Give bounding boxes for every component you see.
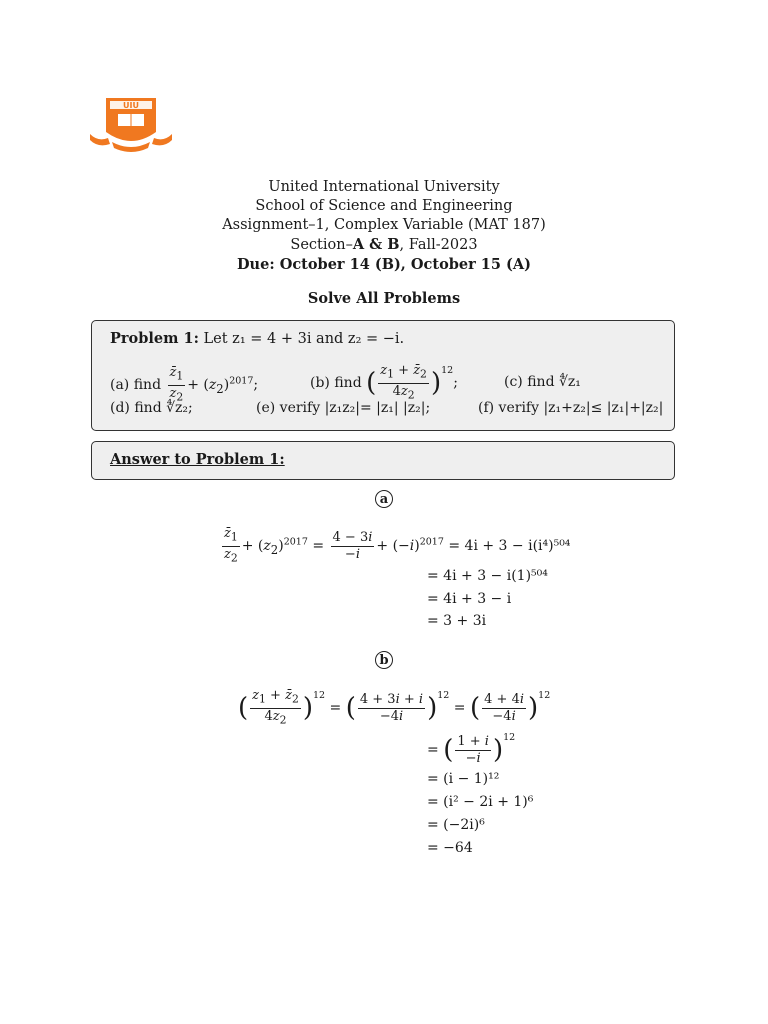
section-a-marker: a [375, 490, 393, 508]
uiu-logo [88, 92, 174, 156]
part-e: (e) verify |z₁z₂|= |z₁| |z₂|; [256, 400, 431, 416]
equation-b-line-3: = (i − 1)¹² [427, 771, 500, 787]
part-b-prefix: (b) find [310, 375, 362, 392]
part-c: (c) find ∜z₁ [504, 374, 581, 390]
problem-1-statement [110, 330, 404, 347]
problem-1-box [91, 320, 675, 431]
equation-a-line-2: = 4i + 3 − i(1)⁵⁰⁴ [427, 568, 548, 584]
fraction: $\frac{z̄_1}{z_2}$ [169, 365, 184, 404]
answer-box [91, 441, 675, 480]
problem-1-text: Let z₁ = 4 + 3i and z₂ = −i. [203, 331, 405, 347]
svg-text:UIU: UIU [123, 101, 139, 110]
equation-b-line-4: = (i² − 2i + 1)⁶ [427, 794, 534, 810]
equation-a-line-1: $\frac{z̄_1}{z_2}$ + $(z_2)^{2017}$ = $\frac{4 - 3i}{-i}$ + $(-i)^{2017} = 4i + 3 - i(i^4)^{504}$ [224, 526, 571, 565]
section-line [0, 235, 768, 255]
equation-a-line-4: = 3 + 3i [427, 613, 487, 629]
document-header [0, 178, 768, 274]
assignment-title: Assignment–1, Complex Variable (MAT 187) [222, 217, 546, 233]
equation-b-line-1: ( $\frac{z_1 + z̄_2}{4z_2}$ )$^{12}$ = ( $\frac{4 + 3i + i}{-4i}$ )$^{12}$ = ( $\frac{4 + 4i}{-4i}$ )$^{12}$ [238, 688, 551, 727]
university-name: United International University [268, 179, 500, 195]
fraction: $\frac{z̄_1}{z_2}$ [224, 526, 238, 565]
due-date: Due: October 14 (B), October 15 (A) [236, 256, 531, 273]
part-d: (d) find ∜z₂; [110, 400, 193, 416]
section-term: , Fall-2023 [399, 237, 478, 253]
part-f: (f) verify |z₁+z₂|≤ |z₁|+|z₂| [478, 400, 664, 416]
part-b: (b) find ( $\frac{z_1 + z̄_2}{4z_2}$ )$^{12}$; [310, 363, 458, 402]
equation-a-rhs-1: = 4i + 3 − i(i⁴)⁵⁰⁴ [448, 538, 571, 555]
equation-b-line-2: = ( $\frac{1 + i}{-i}$ )$^{12}$ [427, 732, 516, 766]
section-prefix: Section– [290, 237, 353, 253]
fraction: $\frac{z_1 + z̄_2}{4z_2}$ [252, 688, 299, 727]
part-a: (a) find $\frac{z̄_1}{z_2}$ + $(z_2)^{2017}$; [110, 365, 259, 404]
equation-a-line-3: = 4i + 3 − i [427, 591, 512, 607]
fraction: $\frac{z_1 + z̄_2}{4z_2}$ [380, 363, 427, 402]
fraction: $\frac{4 - 3i}{-i}$ [332, 529, 373, 562]
section-b-marker: b [375, 651, 393, 669]
equation-b-line-5: = (−2i)⁶ [427, 817, 485, 833]
section-value: A & B [352, 236, 400, 253]
part-a-prefix: (a) find [110, 377, 162, 394]
fraction: $\frac{4 + 3i + i}{-4i}$ [359, 691, 424, 724]
answer-title: Answer to Problem 1: [110, 451, 285, 468]
problem-1-label: Problem 1: [110, 330, 199, 347]
fraction: $\frac{4 + 4i}{-4i}$ [484, 691, 525, 724]
fraction: $\frac{1 + i}{-i}$ [457, 733, 489, 766]
equation-b-line-6: = −64 [427, 840, 473, 856]
solve-all-heading: Solve All Problems [307, 290, 461, 307]
school-name: School of Science and Engineering [255, 198, 513, 214]
